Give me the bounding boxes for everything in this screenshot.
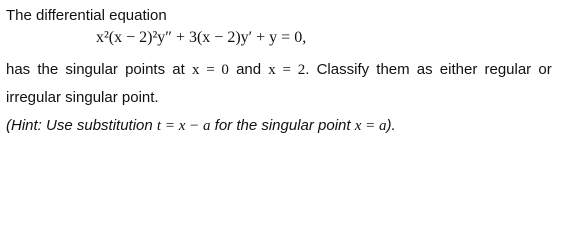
- differential-equation: [96, 28, 306, 48]
- text-segment: and: [228, 61, 269, 78]
- hint-text: (Hint: Use substitution: [6, 117, 157, 134]
- equation-text: x²(x − 2)²y″ + 3(x − 2)y′ + y = 0,: [96, 29, 307, 46]
- text-segment: irregular singular point.: [6, 89, 159, 106]
- hint-line: [6, 116, 396, 136]
- text-segment: has the singular points at: [6, 61, 192, 78]
- intro-text: [6, 6, 167, 26]
- hint-text: for the singular point: [210, 117, 355, 134]
- hint-text: ).: [386, 117, 396, 134]
- math-x-eq-a: x = a: [354, 118, 387, 134]
- intro-line: The differential equation: [6, 7, 167, 24]
- math-x-eq-0: x = 0: [191, 62, 229, 78]
- text-segment: . Classify them as either regular or: [305, 61, 552, 78]
- math-substitution: t = x − a: [156, 118, 211, 134]
- classification-line: [6, 88, 159, 108]
- singular-points-line: [6, 60, 552, 80]
- math-x-eq-2: x = 2: [268, 62, 306, 78]
